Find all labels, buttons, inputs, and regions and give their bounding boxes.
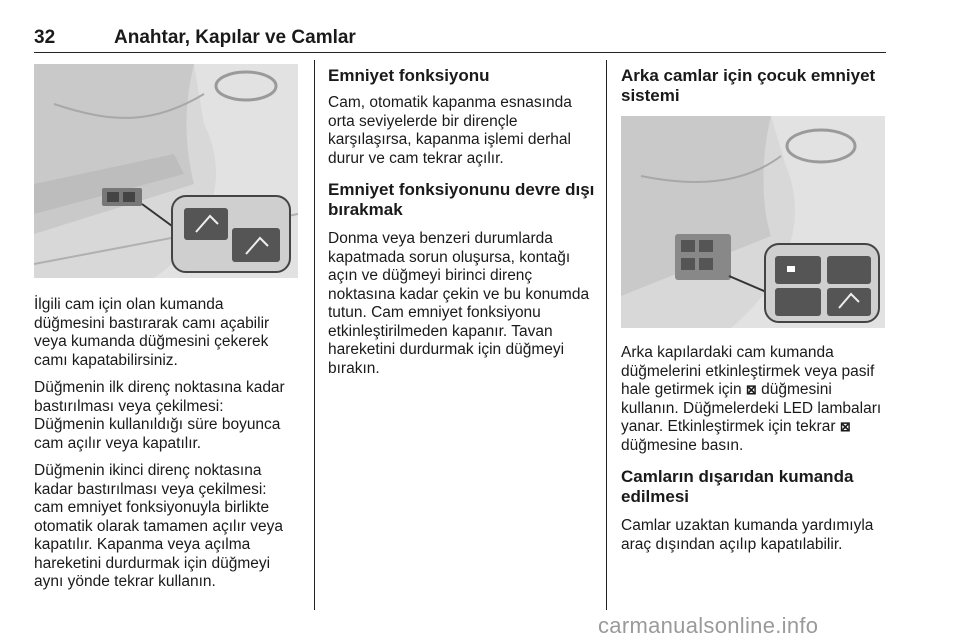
paragraph-safety-function: Cam, otomatik kapanma esnasında orta seviyelerde bir dirençle karşılaşırsa, kapanma işlemi derhal durur ve cam tekrar açılır. — [328, 94, 572, 167]
paragraph-second-detent: Düğmenin ikinci direnç noktasına kadar bastırılması veya çekilmesi: cam emniyet fonksiyonuyla birlikte otomatik olarak tamamen açılır veya kapatılır. Kapanma veya açılma hareketini durdurmak için düğmeyi aynı yönde tekrar kullanın. — [34, 462, 283, 590]
paragraph-first-detent: Düğmenin ilk direnç noktasına kadar bastırılması veya çekilmesi: Düğmenin kullanıldığı süre boyunca cam açılır veya kapatılır. — [34, 379, 285, 452]
heading-child-safety: Arka camlar için çocuk emniyet sistemi — [621, 66, 876, 105]
child-lock-illustration — [621, 116, 885, 328]
heading-remote-operation: Camların dışarıdan kumanda edilmesi — [621, 467, 854, 506]
heading-override-safety: Emniyet fonksiyonunu devre dışı bırakmak — [328, 180, 595, 219]
window-switch-illustration — [34, 64, 298, 278]
paragraph-remote-operation: Camlar uzaktan kumanda yardımıyla araç dışından açılıp kapatılabilir. — [621, 517, 874, 553]
heading-safety-function: Emniyet fonksiyonu — [328, 66, 490, 85]
header-rule — [34, 52, 886, 53]
column-divider-2 — [606, 60, 607, 610]
paragraph-operate: İlgili cam için olan kumanda düğmesini bastırarak camı açabilir veya kumanda düğmesini çekerek camı kapatabilirsiniz. — [34, 296, 270, 369]
column-divider-1 — [314, 60, 315, 610]
page-title: Anahtar, Kapılar ve Camlar — [114, 27, 356, 48]
watermark: carmanualsonline.info — [598, 613, 819, 638]
column-1 — [34, 64, 298, 601]
page-number: 32 — [34, 27, 56, 48]
child-lock-icon: ⊠ — [839, 419, 851, 434]
child-lock-icon: ⊠ — [745, 382, 757, 397]
column-2 — [328, 66, 598, 387]
page-header — [34, 26, 886, 50]
paragraph-child-lock: Arka kapılardaki cam kumanda düğmelerini etkinleştirmek veya pasif hale getirmek için ⊠ düğmesini kullanın. Düğmelerdeki LED lambaları yanar. Etkinleştirmek için tekrar ⊠ düğmesine basın. — [621, 344, 882, 454]
paragraph-override-safety: Donma veya benzeri durumlarda kapatmada sorun oluşursa, kontağı açın ve düğmeyi birinci direnç noktasına kadar çekin ve bu konumda tutun. Cam emniyet fonksiyonu etkinleştirilmeden kapanır. Tavan hareketini durdurmak için düğmeyi bırakın. — [328, 230, 590, 377]
column-3 — [621, 66, 887, 563]
